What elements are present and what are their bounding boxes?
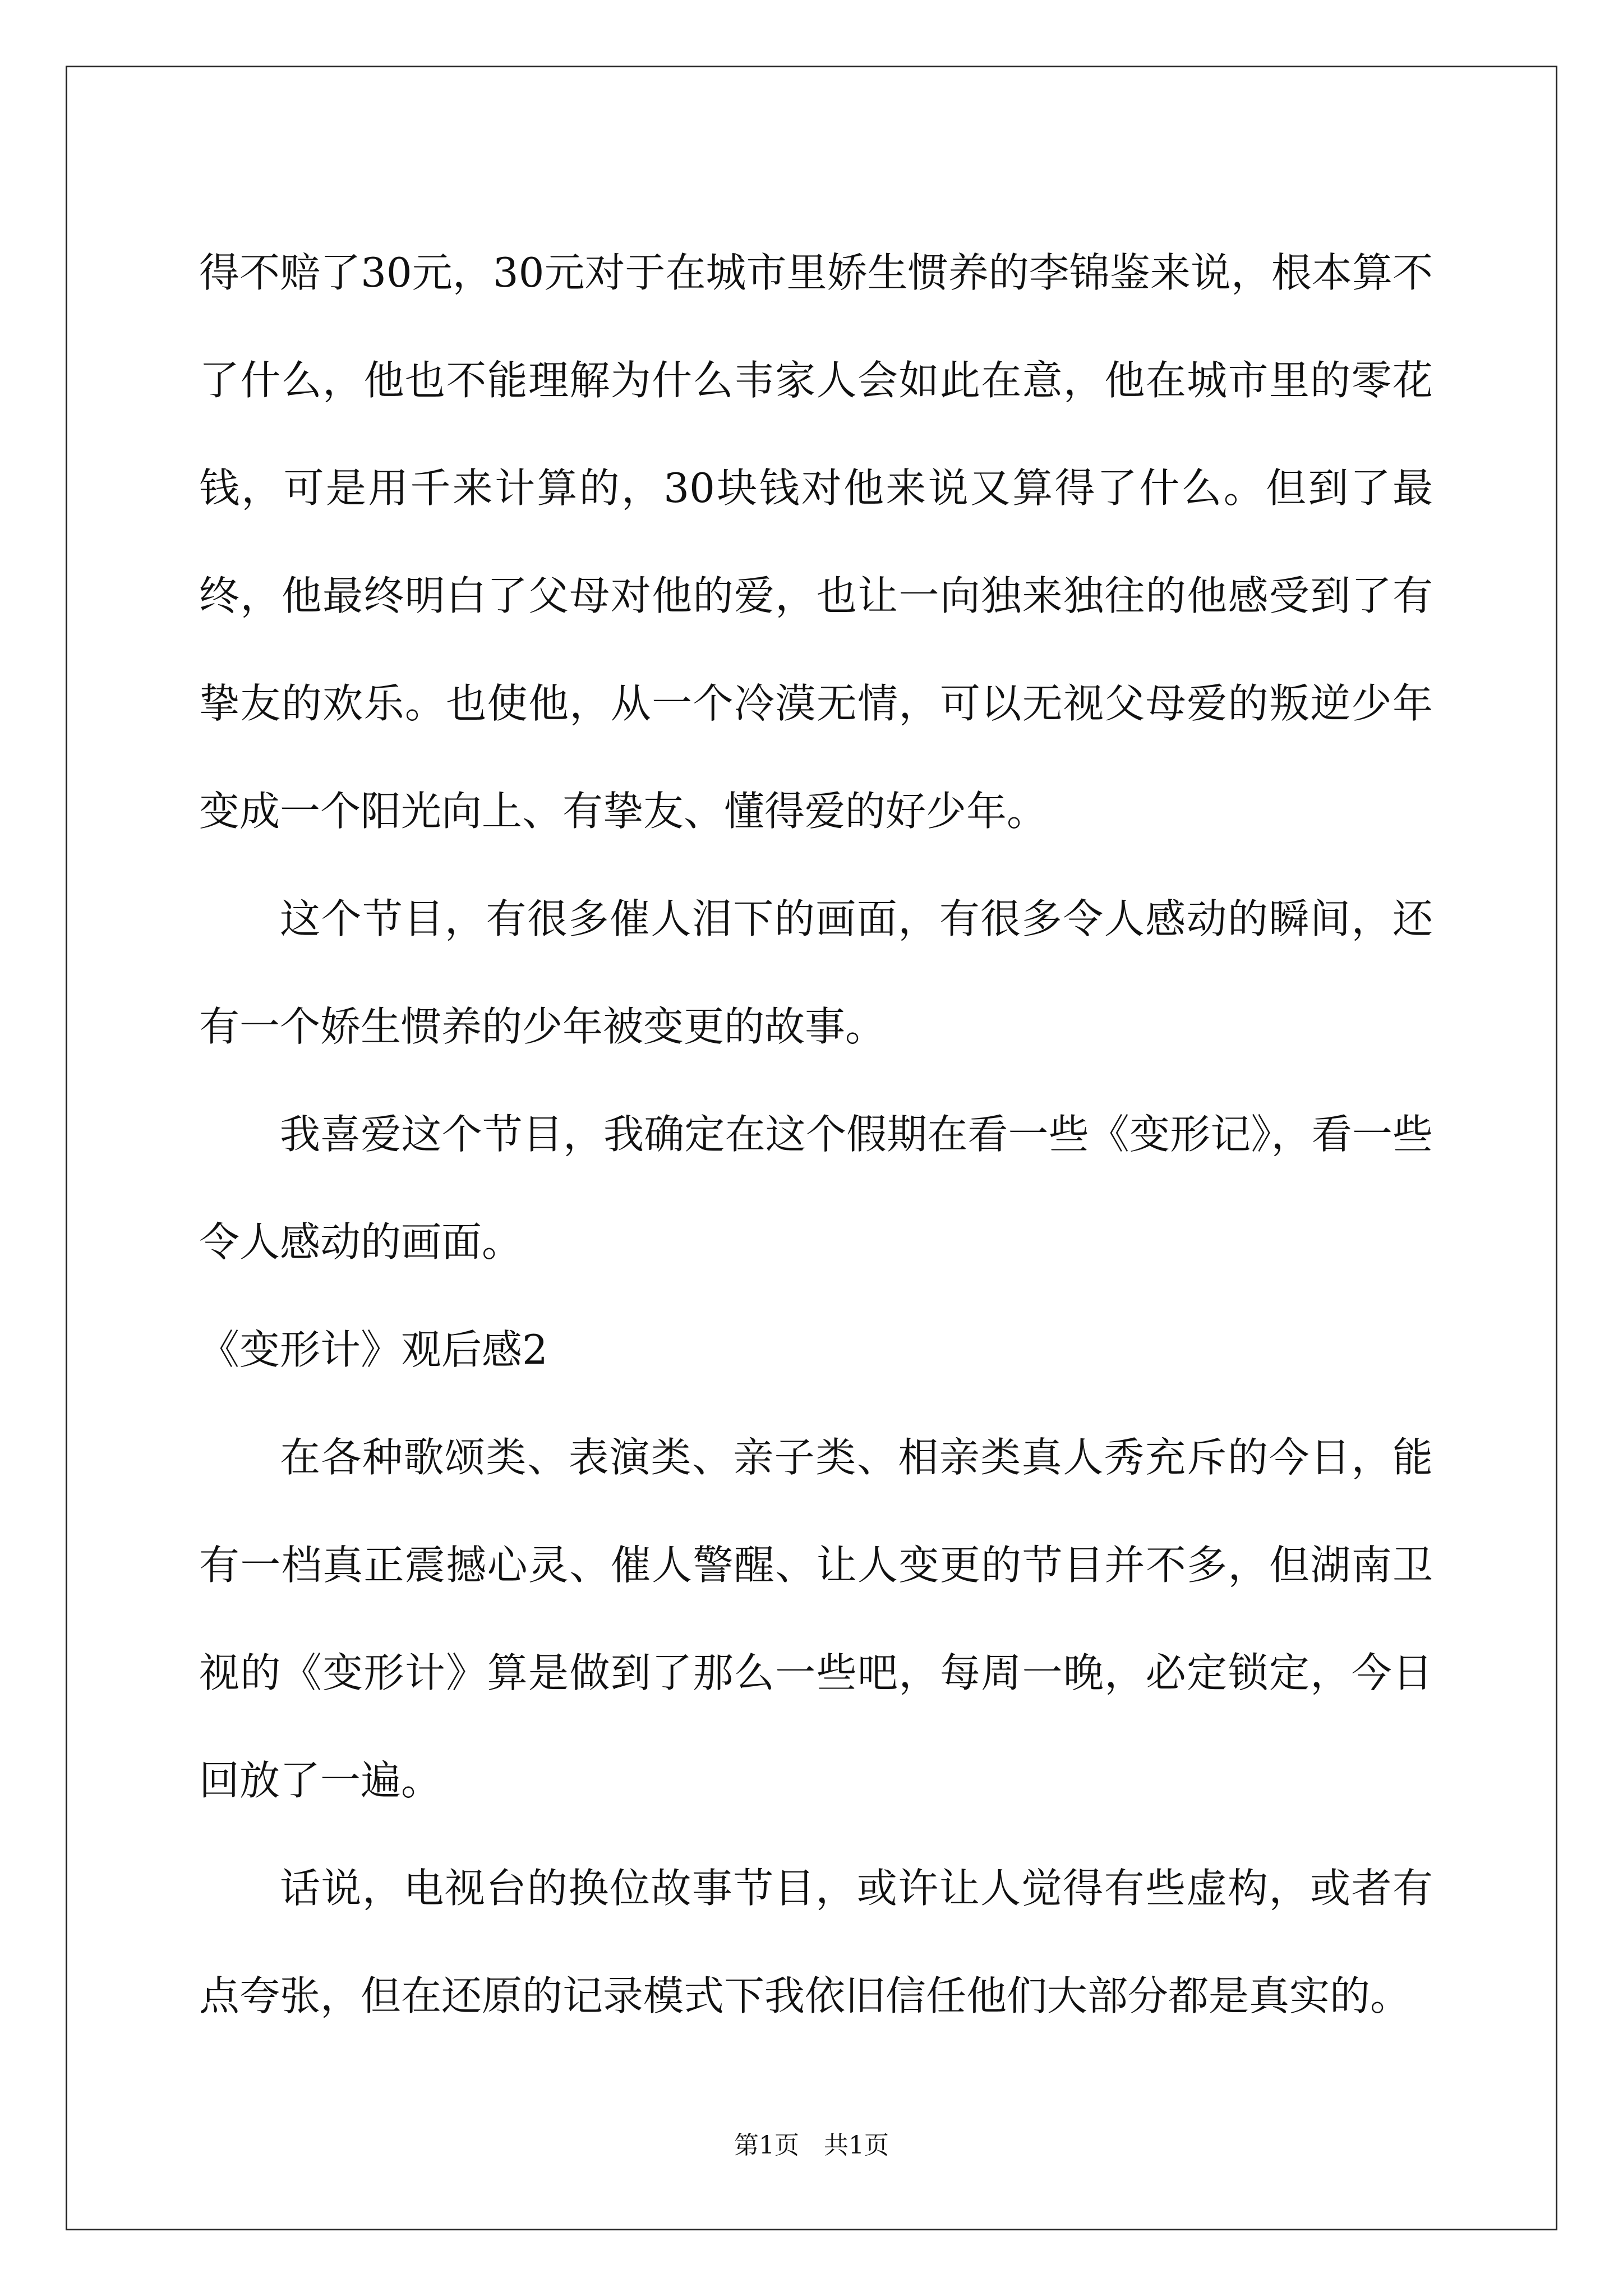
paragraph: 话说，电视台的换位故事节目，或许让人觉得有些虚构，或者有点夸张，但在还原的记录模式下我依旧信任他们大部分都是真实的。 — [199, 1865, 1433, 2019]
document-body — [199, 219, 1433, 2050]
paragraph: 这个节目，有很多催人泪下的画面，有很多令人感动的瞬间，还有一个娇生惯养的少年被变更的故事。 — [199, 895, 1433, 1050]
paragraph: 得不赔了30元，30元对于在城市里娇生惯养的李锦鉴来说，根本算不了什么，他也不能理解为什么韦家人会如此在意，他在城市里的零花钱，可是用千来计算的，30块钱对他来说又算得了什么。但到了最终，他最终明白了父母对他的爱，也让一向独来独往的他感受到了有挚友的欢乐。也使他，从一个冷漠无情，可以无视父母爱的叛逆少年变成一个阳光向上、有挚友、懂得爱的好少年。 — [199, 249, 1433, 835]
paragraph: 我喜爱这个节目，我确定在这个假期在看一些《变形记》，看一些令人感动的画面。 — [199, 1111, 1433, 1266]
page-footer: 第1页 共1页 — [734, 2131, 889, 2160]
section-heading: 《变形计》观后感2 — [199, 1326, 548, 1373]
paragraph: 在各种歌颂类、表演类、亲子类、相亲类真人秀充斥的今日，能有一档真正震撼心灵、催人警醒、让人变更的节目并不多，但湖南卫视的《变形计》算是做到了那么一些吧，每周一晚，必定锁定，今日回放了一遍。 — [199, 1434, 1433, 1804]
